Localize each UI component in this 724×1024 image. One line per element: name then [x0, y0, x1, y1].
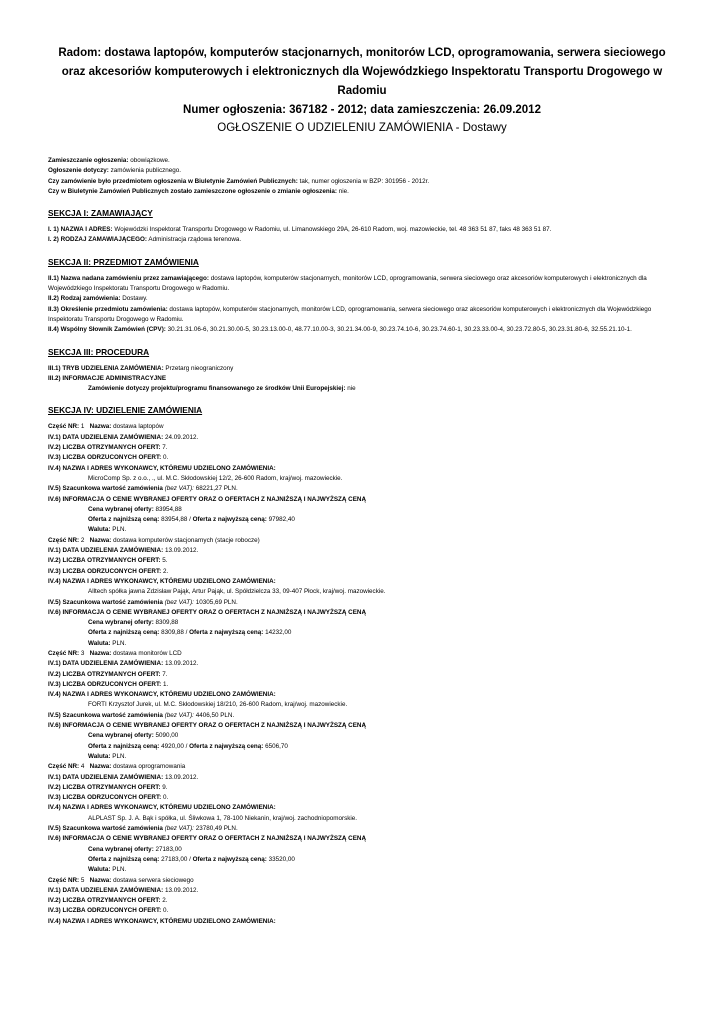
award-date: 13.09.2012.	[164, 660, 199, 668]
chosen-price-label: Cena wybranej oferty:	[88, 845, 154, 853]
price-info-label: IV.6) INFORMACJA O CENIE WYBRANEJ OFERTY ORAZ O OFERTACH Z NAJNIŻSZĄ I NAJWYŻSZĄ CENĄ	[48, 608, 367, 616]
chosen-price: 83954,88	[155, 505, 182, 513]
part-nr: 4	[80, 763, 85, 771]
part-header	[48, 422, 676, 432]
chosen-price: 27183,00	[155, 845, 182, 853]
price-range-line: Oferta z najniższą ceną: 83954,88 / Oferta z najwyższą ceną: 97982,40	[88, 516, 295, 524]
estimate-value: 23780,49 PLN.	[195, 825, 238, 833]
currency-label: Waluta:	[88, 752, 111, 760]
part-name: dostawa laptopów	[113, 423, 164, 431]
contractor-heading	[48, 690, 676, 700]
intro-label: Ogłoszenie dotyczy:	[48, 167, 109, 175]
estimate-label: IV.5) Szacunkowa wartość zamówienia	[48, 711, 163, 719]
item-value: 30.21.31.06-6, 30.21.30.00-5, 30.23.13.00-0, 48.77.10.00-3, 30.21.34.00-9, 30.23.74.10-6, 30.23.74.60-1, 30.23.33.00-4, 30.23.72.80-5, 30.23.31.80-6, 32.55.21.10-1.	[167, 326, 632, 334]
estimate-value: 4406,50 PLN.	[195, 711, 235, 719]
rejected-count: 0.	[162, 794, 169, 802]
estimate-vat-label: (bez VAT):	[164, 598, 194, 606]
intro-line	[48, 156, 676, 166]
currency: PLN.	[112, 639, 127, 647]
award-date-line	[48, 773, 676, 783]
chosen-price: 8309,88	[155, 619, 179, 627]
award-date-line	[48, 433, 676, 443]
part-header	[48, 536, 676, 546]
estimate-label: IV.5) Szacunkowa wartość zamówienia	[48, 598, 163, 606]
section-heading: SEKCJA I: ZAMAWIAJĄCY	[48, 208, 153, 219]
eu-funding-line	[48, 384, 676, 394]
estimate-value: 10305,69 PLN.	[195, 598, 238, 606]
intro-label: Zamieszczanie ogłoszenia:	[48, 157, 129, 164]
section-item	[48, 364, 676, 374]
price-info-heading	[48, 721, 676, 731]
part-name: dostawa monitorów LCD	[113, 649, 182, 657]
chosen-price-line	[48, 618, 676, 628]
part-header	[48, 876, 676, 886]
price-range-line: Oferta z najniższą ceną: 8309,88 / Oferta z najwyższą ceną: 14232,00	[88, 629, 292, 637]
contractor-address: FORTI Krzysztof Jurek, ul. M.C. Skłodowskiej 18/210, 26-600 Radom, kraj/woj. mazowieckie.	[88, 701, 348, 709]
rejected-count: 2.	[162, 567, 169, 575]
document-body	[48, 156, 676, 927]
price-info-heading	[48, 495, 676, 505]
chosen-price-label: Cena wybranej oferty:	[88, 619, 154, 627]
item-value: dostawa laptopów, komputerów stacjonarnych, monitorów LCD, oprogramowania, serwera sieciowego oraz akcesoriów komputerowych i elektronicznych dla Wojewódzkiego Inspektoratu Transportu Drogowego w Radomiu.	[48, 305, 652, 323]
award-date-line	[48, 659, 676, 669]
part-name-label: Nazwa:	[89, 423, 112, 431]
chosen-price-line	[48, 845, 676, 855]
contractor-label: IV.4) NAZWA I ADRES WYKONAWCY, KTÓREMU UDZIELONO ZAMÓWIENIA:	[48, 464, 276, 472]
rejected-label: IV.3) LICZBA ODRZUCONYCH OFERT:	[48, 907, 162, 915]
rejected-line	[48, 793, 676, 803]
offers-label: IV.2) LICZBA OTRZYMANYCH OFERT:	[48, 897, 161, 905]
estimate-line	[48, 598, 676, 608]
lowest-price-label: Oferta z najniższą ceną:	[88, 742, 160, 750]
currency-label: Waluta:	[88, 639, 111, 647]
rejected-label: IV.3) LICZBA ODRZUCONYCH OFERT:	[48, 454, 162, 462]
offers-label: IV.2) LICZBA OTRZYMANYCH OFERT:	[48, 670, 161, 678]
section-item	[48, 305, 676, 326]
lowest-price: 83954,88	[161, 516, 188, 524]
estimate-vat-label: (bez VAT):	[164, 825, 194, 833]
item-label: II.4) Wspólny Słownik Zamówień (CPV):	[48, 326, 166, 334]
offers-line	[48, 443, 676, 453]
rejected-line	[48, 567, 676, 577]
item-value: Przetarg nieograniczony	[165, 364, 234, 372]
part-header	[48, 649, 676, 659]
rejected-label: IV.3) LICZBA ODRZUCONYCH OFERT:	[48, 680, 162, 688]
award-date-label: IV.1) DATA UDZIELENIA ZAMÓWIENIA:	[48, 886, 164, 894]
announcement-number: Numer ogłoszenia: 367182 - 2012; data zamieszczenia: 26.09.2012	[183, 104, 541, 116]
award-date: 24.09.2012.	[164, 433, 199, 441]
part-nr-label: Część NR:	[48, 763, 80, 771]
document-subtitle: OGŁOSZENIE O UDZIELENIU ZAMÓWIENIA - Dostawy	[217, 122, 507, 134]
item-label: II.1) Nazwa nadana zamówieniu przez zamawiającego:	[48, 274, 209, 282]
item-value: dostawa laptopów, komputerów stacjonarnych, monitorów LCD, oprogramowania, serwera sieciowego oraz akcesoriów komputerowych i elektronicznych dla Wojewódzkiego Inspektoratu Transportu Drogowego w Radomiu.	[48, 274, 647, 293]
part-nr-label: Część NR:	[48, 876, 80, 884]
currency-line	[48, 752, 676, 762]
currency: PLN.	[112, 752, 127, 760]
section-item	[48, 225, 676, 235]
document-title: Radom: dostawa laptopów, komputerów stacjonarnych, monitorów LCD, oprogramowania, serwera sieciowego oraz akcesoriów komputerowych i elektronicznych dla Wojewódzkiego Inspektoratu Transportu Drogowego w Radomiu	[58, 47, 666, 97]
offers-count: 7.	[162, 444, 168, 452]
lowest-price: 8309,88	[161, 629, 184, 637]
intro-block	[48, 156, 676, 197]
item-label: I. 2) RODZAJ ZAMAWIAJĄCEGO:	[48, 236, 148, 244]
part-name: dostawa serwera sieciowego	[113, 876, 194, 884]
offers-line	[48, 783, 676, 793]
estimate-vat-label: (bez VAT):	[164, 485, 194, 493]
estimate-line	[48, 711, 676, 721]
offers-label: IV.2) LICZBA OTRZYMANYCH OFERT:	[48, 783, 161, 791]
item-label: III.2) INFORMACJE ADMINISTRACYJNE	[48, 374, 167, 382]
item-value: Dostawy.	[122, 295, 148, 303]
rejected-count: 1.	[162, 680, 169, 688]
price-range-line: Oferta z najniższą ceną: 27183,00 / Oferta z najwyższą ceną: 33520,00	[88, 855, 295, 863]
highest-price-label: Oferta z najwyższą ceną:	[189, 629, 264, 637]
award-part	[48, 536, 676, 649]
intro-value: tak, numer ogłoszenia w BZP: 301956 - 2012r.	[299, 177, 430, 185]
intro-value: nie.	[338, 187, 349, 195]
price-info-label: IV.6) INFORMACJA O CENIE WYBRANEJ OFERTY ORAZ O OFERTACH Z NAJNIŻSZĄ I NAJWYŻSZĄ CENĄ	[48, 495, 367, 503]
highest-price: 33520,00	[268, 855, 295, 863]
highest-price: 97982,40	[268, 516, 295, 524]
item-label: II.3) Określenie przedmiotu zamówienia:	[48, 305, 168, 313]
award-part	[48, 422, 676, 535]
part-header	[48, 762, 676, 772]
currency-label: Waluta:	[88, 526, 111, 534]
rejected-label: IV.3) LICZBA ODRZUCONYCH OFERT:	[48, 794, 162, 802]
rejected-count: 0.	[162, 907, 169, 915]
estimate-label: IV.5) Szacunkowa wartość zamówienia	[48, 485, 163, 493]
section-heading: SEKCJA III: PROCEDURA	[48, 346, 150, 357]
part-name: dostawa komputerów stacjonarnych (stacje robocze)	[113, 536, 260, 544]
currency-line	[48, 525, 676, 535]
offers-count: 2.	[162, 897, 168, 905]
chosen-price-line	[48, 505, 676, 515]
offers-line	[48, 556, 676, 566]
part-name-label: Nazwa:	[89, 536, 112, 544]
currency: PLN.	[112, 526, 127, 534]
chosen-price-label: Cena wybranej oferty:	[88, 732, 154, 740]
highest-price: 14232,00	[265, 629, 292, 637]
contractor-label: IV.4) NAZWA I ADRES WYKONAWCY, KTÓREMU UDZIELONO ZAMÓWIENIA:	[48, 804, 276, 812]
estimate-vat-label: (bez VAT):	[164, 711, 194, 719]
price-info-heading	[48, 834, 676, 844]
contractor-address: ALPLAST Sp. J. A. Bąk i spółka, ul. Śliwkowa 1, 78-100 Niekanin, kraj/woj. zachodniopomorskie.	[88, 814, 358, 822]
award-date: 13.09.2012.	[164, 886, 199, 894]
item-value: nie	[347, 385, 356, 393]
rejected-line	[48, 453, 676, 463]
contractor-heading	[48, 803, 676, 813]
estimate-line	[48, 824, 676, 834]
part-nr: 2	[80, 536, 85, 544]
item-label: II.2) Rodzaj zamówienia:	[48, 295, 121, 303]
offers-count: 7.	[162, 670, 168, 678]
award-parts	[48, 422, 676, 875]
part-name: dostawa oprogramowania	[113, 763, 186, 771]
contractor-address: MicroComp Sp. z o.o., ., ul. M.C. Skłodowskiej 12/2, 26-600 Radom, kraj/woj. mazowieckie.	[88, 474, 343, 482]
section-item	[48, 325, 676, 335]
item-label: Zamówienie dotyczy projektu/programu finansowanego ze środków Unii Europejskiej:	[88, 385, 346, 393]
lowest-price-label: Oferta z najniższą ceną:	[88, 629, 160, 637]
lowest-price: 4920,00	[161, 742, 184, 750]
offers-label: IV.2) LICZBA OTRZYMANYCH OFERT:	[48, 557, 161, 565]
part-name-label: Nazwa:	[89, 763, 112, 771]
contractor-heading	[48, 577, 676, 587]
rejected-count: 0.	[162, 454, 169, 462]
intro-value: obowiązkowe.	[130, 157, 170, 164]
lowest-price-label: Oferta z najniższą ceną:	[88, 516, 160, 524]
highest-price-label: Oferta z najwyższą ceną:	[189, 742, 264, 750]
section-item	[48, 374, 676, 384]
award-date-label: IV.1) DATA UDZIELENIA ZAMÓWIENIA:	[48, 433, 164, 441]
section-heading: SEKCJA II: PRZEDMIOT ZAMÓWIENIA	[48, 256, 199, 267]
price-info-label: IV.6) INFORMACJA O CENIE WYBRANEJ OFERTY ORAZ O OFERTACH Z NAJNIŻSZĄ I NAJWYŻSZĄ CENĄ	[48, 835, 367, 843]
part-name-label: Nazwa:	[89, 876, 112, 884]
estimate-line	[48, 484, 676, 494]
contractor-label: IV.4) NAZWA I ADRES WYKONAWCY, KTÓREMU UDZIELONO ZAMÓWIENIA:	[48, 917, 276, 925]
section-heading: SEKCJA IV: UDZIELENIE ZAMÓWIENIA	[48, 405, 203, 416]
offers-count: 5.	[162, 557, 168, 565]
award-date-label: IV.1) DATA UDZIELENIA ZAMÓWIENIA:	[48, 547, 164, 555]
contractor-heading	[48, 464, 676, 474]
award-part-last	[48, 876, 676, 927]
price-info-label: IV.6) INFORMACJA O CENIE WYBRANEJ OFERTY ORAZ O OFERTACH Z NAJNIŻSZĄ I NAJWYŻSZĄ CENĄ	[48, 722, 367, 730]
part-nr-label: Część NR:	[48, 423, 80, 431]
currency-label: Waluta:	[88, 866, 111, 874]
award-date: 13.09.2012.	[164, 547, 199, 555]
currency-line	[48, 865, 676, 875]
contractor-address: Alltech spółka jawna Zdzisław Pająk, Artur Pająk, ul. Spółdzielcza 33, 09-407 Płock, kraj/woj. mazowieckie.	[88, 588, 386, 596]
price-range-line: Oferta z najniższą ceną: 4920,00 / Oferta z najwyższą ceną: 6506,70	[88, 742, 288, 750]
highest-price-label: Oferta z najwyższą ceną:	[192, 516, 267, 524]
chosen-price-label: Cena wybranej oferty:	[88, 505, 154, 513]
highest-price: 6506,70	[265, 742, 288, 750]
lowest-price-label: Oferta z najniższą ceną:	[88, 855, 160, 863]
part-nr-label: Część NR:	[48, 536, 80, 544]
part-nr-label: Część NR:	[48, 649, 80, 657]
item-label: III.1) TRYB UDZIELENIA ZAMÓWIENIA:	[48, 364, 164, 372]
intro-line	[48, 177, 676, 187]
price-info-heading	[48, 608, 676, 618]
offers-count: 9.	[162, 783, 168, 791]
part-nr: 5	[80, 876, 85, 884]
rejected-line	[48, 906, 676, 916]
highest-price-label: Oferta z najwyższą ceną:	[192, 855, 267, 863]
chosen-price: 5090,00	[155, 732, 179, 740]
offers-line	[48, 896, 676, 906]
intro-label: Czy zamówienie było przedmiotem ogłoszenia w Biuletynie Zamówień Publicznych:	[48, 177, 298, 185]
offers-line	[48, 670, 676, 680]
award-date: 13.09.2012.	[164, 773, 199, 781]
currency: PLN.	[112, 866, 127, 874]
intro-label: Czy w Biuletynie Zamówień Publicznych zostało zamieszczone ogłoszenie o zmianie ogłoszenia:	[48, 187, 338, 195]
part-nr: 1	[80, 423, 85, 431]
chosen-price-line	[48, 731, 676, 741]
contractor-label: IV.4) NAZWA I ADRES WYKONAWCY, KTÓREMU UDZIELONO ZAMÓWIENIA:	[48, 691, 276, 699]
contractor-label: IV.4) NAZWA I ADRES WYKONAWCY, KTÓREMU UDZIELONO ZAMÓWIENIA:	[48, 577, 276, 585]
rejected-line	[48, 680, 676, 690]
item-label: I. 1) NAZWA I ADRES:	[48, 226, 113, 234]
currency-line	[48, 639, 676, 649]
estimate-value: 68221,27 PLN.	[195, 485, 238, 493]
section-item	[48, 235, 676, 245]
intro-line	[48, 187, 676, 197]
intro-line	[48, 166, 676, 176]
rejected-label: IV.3) LICZBA ODRZUCONYCH OFERT:	[48, 567, 162, 575]
intro-value: zamówienia publicznego.	[110, 167, 181, 175]
item-value: Administracja rządowa terenowa.	[148, 236, 242, 244]
section-item	[48, 294, 676, 304]
award-date-label: IV.1) DATA UDZIELENIA ZAMÓWIENIA:	[48, 773, 164, 781]
item-value: Wojewódzki Inspektorat Transportu Drogowego w Radomiu, ul. Limanowskiego 29A, 26-610 Radom, woj. mazowieckie, tel. 48 363 51 87, faks 48 363 51 87.	[114, 226, 552, 234]
award-date-line	[48, 886, 676, 896]
part-name-label: Nazwa:	[89, 649, 112, 657]
award-part	[48, 649, 676, 762]
offers-label: IV.2) LICZBA OTRZYMANYCH OFERT:	[48, 444, 161, 452]
award-date-label: IV.1) DATA UDZIELENIA ZAMÓWIENIA:	[48, 660, 164, 668]
contractor-heading	[48, 917, 676, 927]
award-part	[48, 762, 676, 875]
part-nr: 3	[80, 649, 85, 657]
estimate-label: IV.5) Szacunkowa wartość zamówienia	[48, 825, 163, 833]
award-date-line	[48, 546, 676, 556]
lowest-price: 27183,00	[161, 855, 188, 863]
section-item	[48, 274, 676, 295]
